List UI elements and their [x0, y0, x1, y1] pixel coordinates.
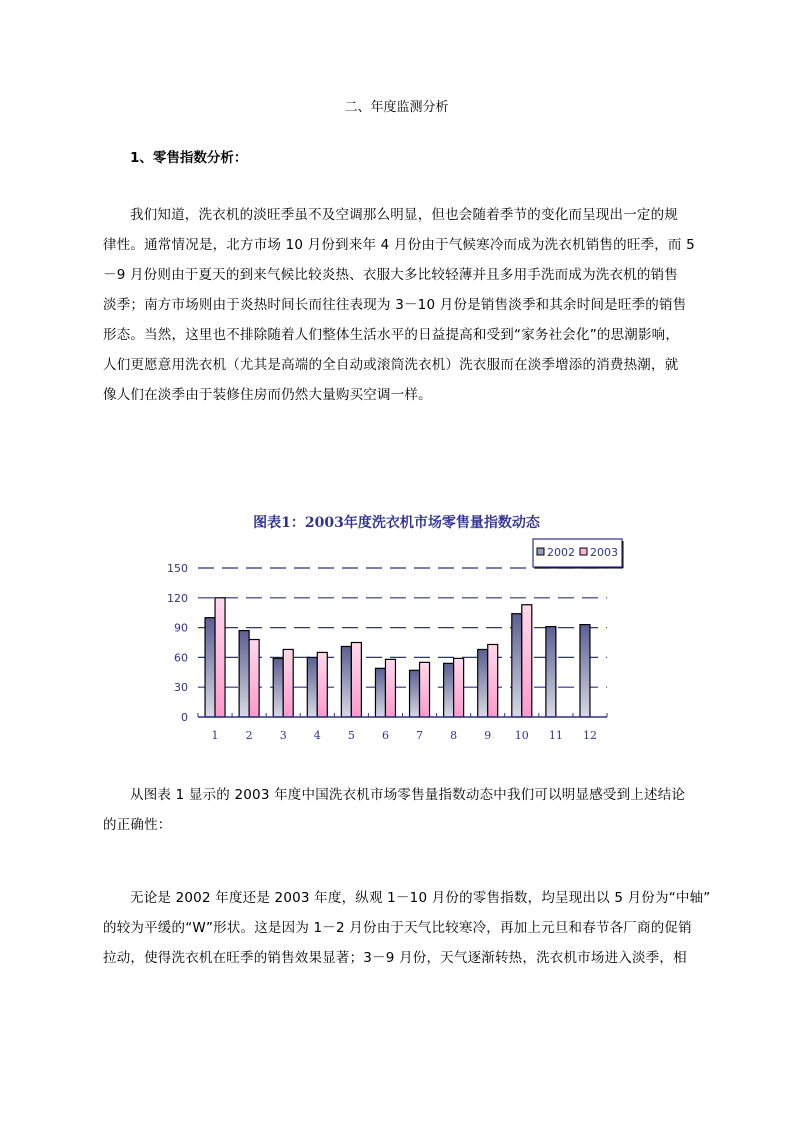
x-tick-label: 12 — [582, 729, 597, 742]
y-tick-label: 30 — [174, 681, 188, 695]
legend-swatch-2003 — [580, 548, 587, 555]
paragraph-seasonality — [103, 200, 693, 410]
x-tick-label: 7 — [416, 729, 424, 742]
text-line: 拉动，使得洗衣机在旺季的销售效果显著；3－9 月份，天气逐渐转热，洗衣机市场进入淡季，相 — [103, 950, 687, 966]
bar-2002-4 — [307, 657, 317, 717]
paragraph-chart-reference — [103, 780, 693, 840]
x-axis-labels — [212, 729, 597, 742]
text-line: 人们更愿意用洗衣机（尤其是高端的全自动或滚筒洗衣机）洗衣服而在淡季增添的消费热潮，就 — [103, 357, 679, 373]
y-tick-label: 120 — [167, 591, 188, 605]
bar-2002-9 — [478, 649, 488, 717]
x-tick-label: 5 — [347, 729, 355, 742]
text-line: 形态。当然，这里也不排除随着人们整体生活水平的日益提高和受到“家务社会化”的思潮影响， — [103, 327, 680, 343]
bar-2003-10 — [522, 605, 532, 717]
legend-swatch-2002 — [537, 548, 544, 555]
bar-2002-6 — [375, 668, 385, 717]
text-line: 从图表 1 显示的 2003 年度中国洗衣机市场零售量指数动态中我们可以明显感受到上述结论 — [130, 787, 686, 803]
text-line: 像人们在淡季由于装修住房而仍然大量购买空调一样。 — [103, 387, 432, 403]
bar-2002-7 — [410, 670, 420, 717]
x-tick-label: 6 — [381, 729, 389, 742]
legend-label-2002: 2002 — [547, 546, 575, 559]
bar-2002-10 — [512, 614, 522, 717]
text-line: 律性。通常情况是，北方市场 10 月份到来年 4 月份由于气候寒冷而成为洗衣机销售的旺季，而 5 — [103, 237, 695, 253]
bar-2002-11 — [546, 627, 556, 717]
y-tick-label: 90 — [174, 621, 188, 635]
bar-2002-12 — [580, 625, 590, 717]
bar-2002-2 — [239, 631, 249, 717]
bar-2002-1 — [205, 618, 215, 717]
chart-title: 图表1：2003年度洗衣机市场零售量指数动态 — [253, 515, 540, 531]
bar-2003-9 — [488, 644, 498, 717]
legend — [533, 539, 623, 568]
bar-2003-8 — [454, 658, 464, 717]
y-tick-label: 150 — [167, 562, 188, 575]
x-tick-label: 11 — [548, 729, 563, 742]
retail-index-bar-chart — [0, 530, 793, 760]
y-tick-label: 0 — [181, 711, 188, 724]
paragraph-w-shape — [103, 883, 711, 973]
text-line: 的正确性： — [103, 817, 172, 833]
x-tick-label: 4 — [313, 729, 321, 742]
bar-2003-6 — [385, 659, 395, 717]
bar-2003-1 — [215, 598, 225, 717]
text-line: －9 月份则由于夏天的到来气候比较炎热、衣服大多比较轻薄并且多用手洗而成为洗衣机的销售 — [103, 267, 678, 283]
bar-2003-4 — [317, 652, 327, 717]
text-line: 的较为平缓的“W”形状。这是因为 1－2 月份由于天气比较寒冷，再加上元旦和春节各厂商的促销 — [103, 920, 692, 936]
y-axis-labels — [167, 562, 188, 724]
bar-2003-2 — [249, 640, 259, 717]
text-line: 淡季；南方市场则由于炎热时间长而往往表现为 3－10 月份是销售淡季和其余时间是旺季的销售 — [103, 297, 687, 313]
x-tick-label: 10 — [514, 729, 529, 742]
bar-2003-7 — [420, 662, 430, 717]
x-tick-label: 8 — [450, 729, 458, 742]
x-tick-label: 2 — [245, 729, 253, 742]
text-line: 无论是 2002 年度还是 2003 年度，纵观 1－10 月份的零售指数，均呈现出以 5 月份为“中轴” — [130, 890, 711, 906]
x-tick-label: 9 — [484, 729, 492, 742]
legend-label-2003: 2003 — [590, 546, 618, 559]
bar-2002-8 — [444, 663, 454, 717]
subheading: 1、零售指数分析： — [130, 150, 248, 166]
bar-2003-5 — [351, 643, 361, 718]
bar-2002-5 — [341, 646, 351, 717]
bar-2002-3 — [273, 658, 283, 717]
y-tick-label: 60 — [174, 651, 188, 665]
bar-2003-3 — [283, 649, 293, 717]
x-tick-label: 3 — [279, 729, 287, 742]
section-title: 二、年度监测分析 — [344, 100, 449, 115]
x-tick-label: 1 — [211, 729, 219, 742]
text-line: 我们知道，洗衣机的淡旺季虽不及空调那么明显，但也会随着季节的变化而呈现出一定的规 — [130, 207, 678, 223]
